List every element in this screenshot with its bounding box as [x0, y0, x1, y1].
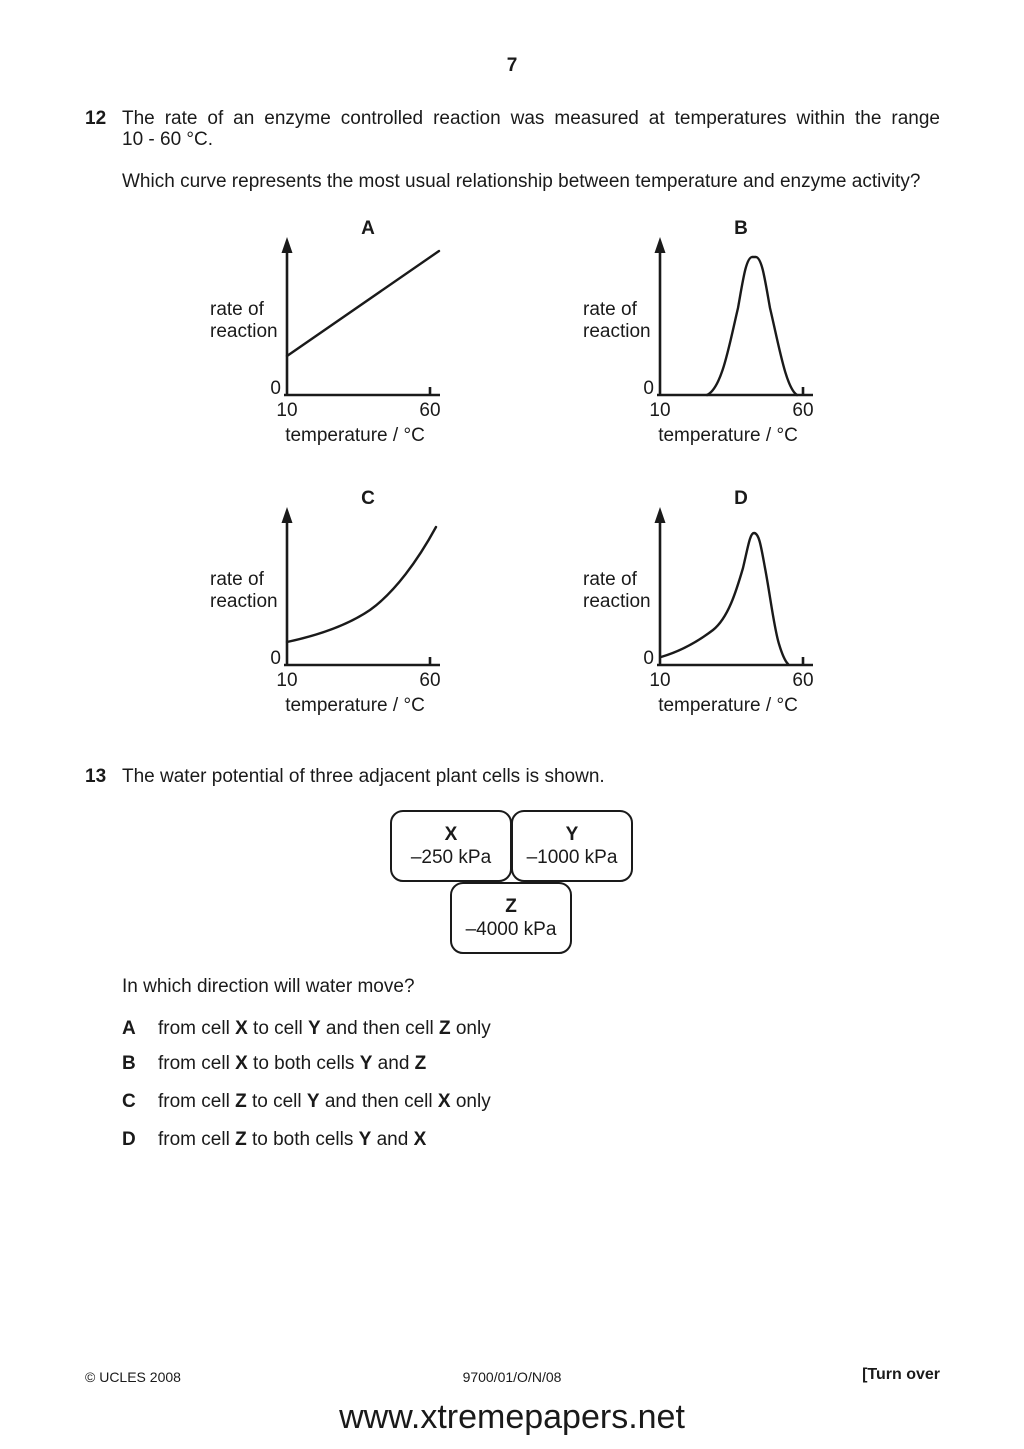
cell-box-y — [511, 810, 633, 882]
q12-prompt: Which curve represents the most usual relationship between temperature and enzyme activity? — [122, 171, 921, 192]
x-tick-label-max: 60 — [792, 670, 814, 691]
option-a-letter: A — [122, 1018, 136, 1039]
y-axis-label: rate of reaction — [583, 299, 651, 342]
y-axis-label: rate of reaction — [583, 569, 651, 612]
q12-text-line2: 10 - 60 °C. — [122, 129, 214, 150]
graph-a-plot — [270, 230, 450, 402]
graph-d-plot — [643, 500, 823, 672]
graph-d — [568, 488, 858, 738]
y-axis-label: rate of reaction — [210, 299, 278, 342]
graph-c — [195, 488, 485, 738]
curve-b — [707, 257, 797, 395]
graph-d-title: D — [734, 488, 748, 509]
x-axis-label: temperature / °C — [658, 695, 798, 716]
graph-b-title: B — [734, 218, 748, 239]
cell-x-value: –250 kPa — [410, 847, 492, 868]
graph-b-plot — [643, 230, 823, 402]
option-d-text: from cell Z to both cells Y and X — [158, 1129, 427, 1150]
footer-turn-over: [Turn over — [862, 1366, 940, 1383]
cell-x-letter: X — [444, 824, 458, 845]
graph-a-title: A — [361, 218, 375, 239]
cell-y-letter: Y — [565, 824, 579, 845]
x-tick-label-max: 60 — [419, 400, 441, 421]
graph-c-plot — [270, 500, 450, 672]
q13-number: 13 — [85, 766, 107, 787]
origin-label: 0 — [643, 648, 654, 669]
origin-label: 0 — [270, 648, 281, 669]
curve-a — [287, 251, 439, 356]
y-axis-label: rate of reaction — [210, 569, 278, 612]
option-c-letter: C — [122, 1091, 136, 1112]
option-b-text: from cell X to both cells Y and Z — [158, 1053, 427, 1074]
x-axis-label: temperature / °C — [658, 425, 798, 446]
q13-prompt: In which direction will water move? — [122, 976, 415, 997]
watermark-url: www.xtremepapers.net — [339, 1398, 685, 1436]
q12-text-line1: The rate of an enzyme controlled reaction was measured at temperatures within the range — [122, 108, 940, 129]
footer-copyright: © UCLES 2008 — [85, 1369, 181, 1385]
graph-a — [195, 218, 485, 468]
curve-d — [661, 533, 788, 664]
x-tick-label-min: 10 — [276, 400, 298, 421]
x-tick-label-max: 60 — [792, 400, 814, 421]
footer-paper-code: 9700/01/O/N/08 — [462, 1369, 562, 1385]
cell-box-x — [390, 810, 512, 882]
graph-b — [568, 218, 858, 468]
x-tick-label-min: 10 — [276, 670, 298, 691]
option-d-letter: D — [122, 1129, 136, 1150]
q13-intro: The water potential of three adjacent plant cells is shown. — [122, 766, 605, 787]
option-c-text: from cell Z to cell Y and then cell X only — [158, 1091, 491, 1112]
cell-y-value: –1000 kPa — [526, 847, 618, 868]
origin-label: 0 — [270, 378, 281, 399]
y-axis-arrow-icon — [655, 237, 666, 253]
y-axis-arrow-icon — [282, 237, 293, 253]
origin-label: 0 — [643, 378, 654, 399]
x-tick-label-max: 60 — [419, 670, 441, 691]
curve-c — [287, 527, 436, 642]
q12-number: 12 — [85, 108, 107, 129]
cell-box-z — [450, 882, 572, 954]
option-a-text: from cell X to cell Y and then cell Z only — [158, 1018, 491, 1039]
x-tick-label-min: 10 — [649, 670, 671, 691]
page-number: 7 — [506, 55, 518, 76]
q12-text — [122, 108, 940, 150]
x-axis-label: temperature / °C — [285, 425, 425, 446]
y-axis-arrow-icon — [282, 507, 293, 523]
option-b-letter: B — [122, 1053, 136, 1074]
y-axis-arrow-icon — [655, 507, 666, 523]
x-axis-label: temperature / °C — [285, 695, 425, 716]
cell-z-letter: Z — [505, 896, 517, 917]
x-tick-label-min: 10 — [649, 400, 671, 421]
graph-c-title: C — [361, 488, 375, 509]
cell-z-value: –4000 kPa — [465, 919, 557, 940]
